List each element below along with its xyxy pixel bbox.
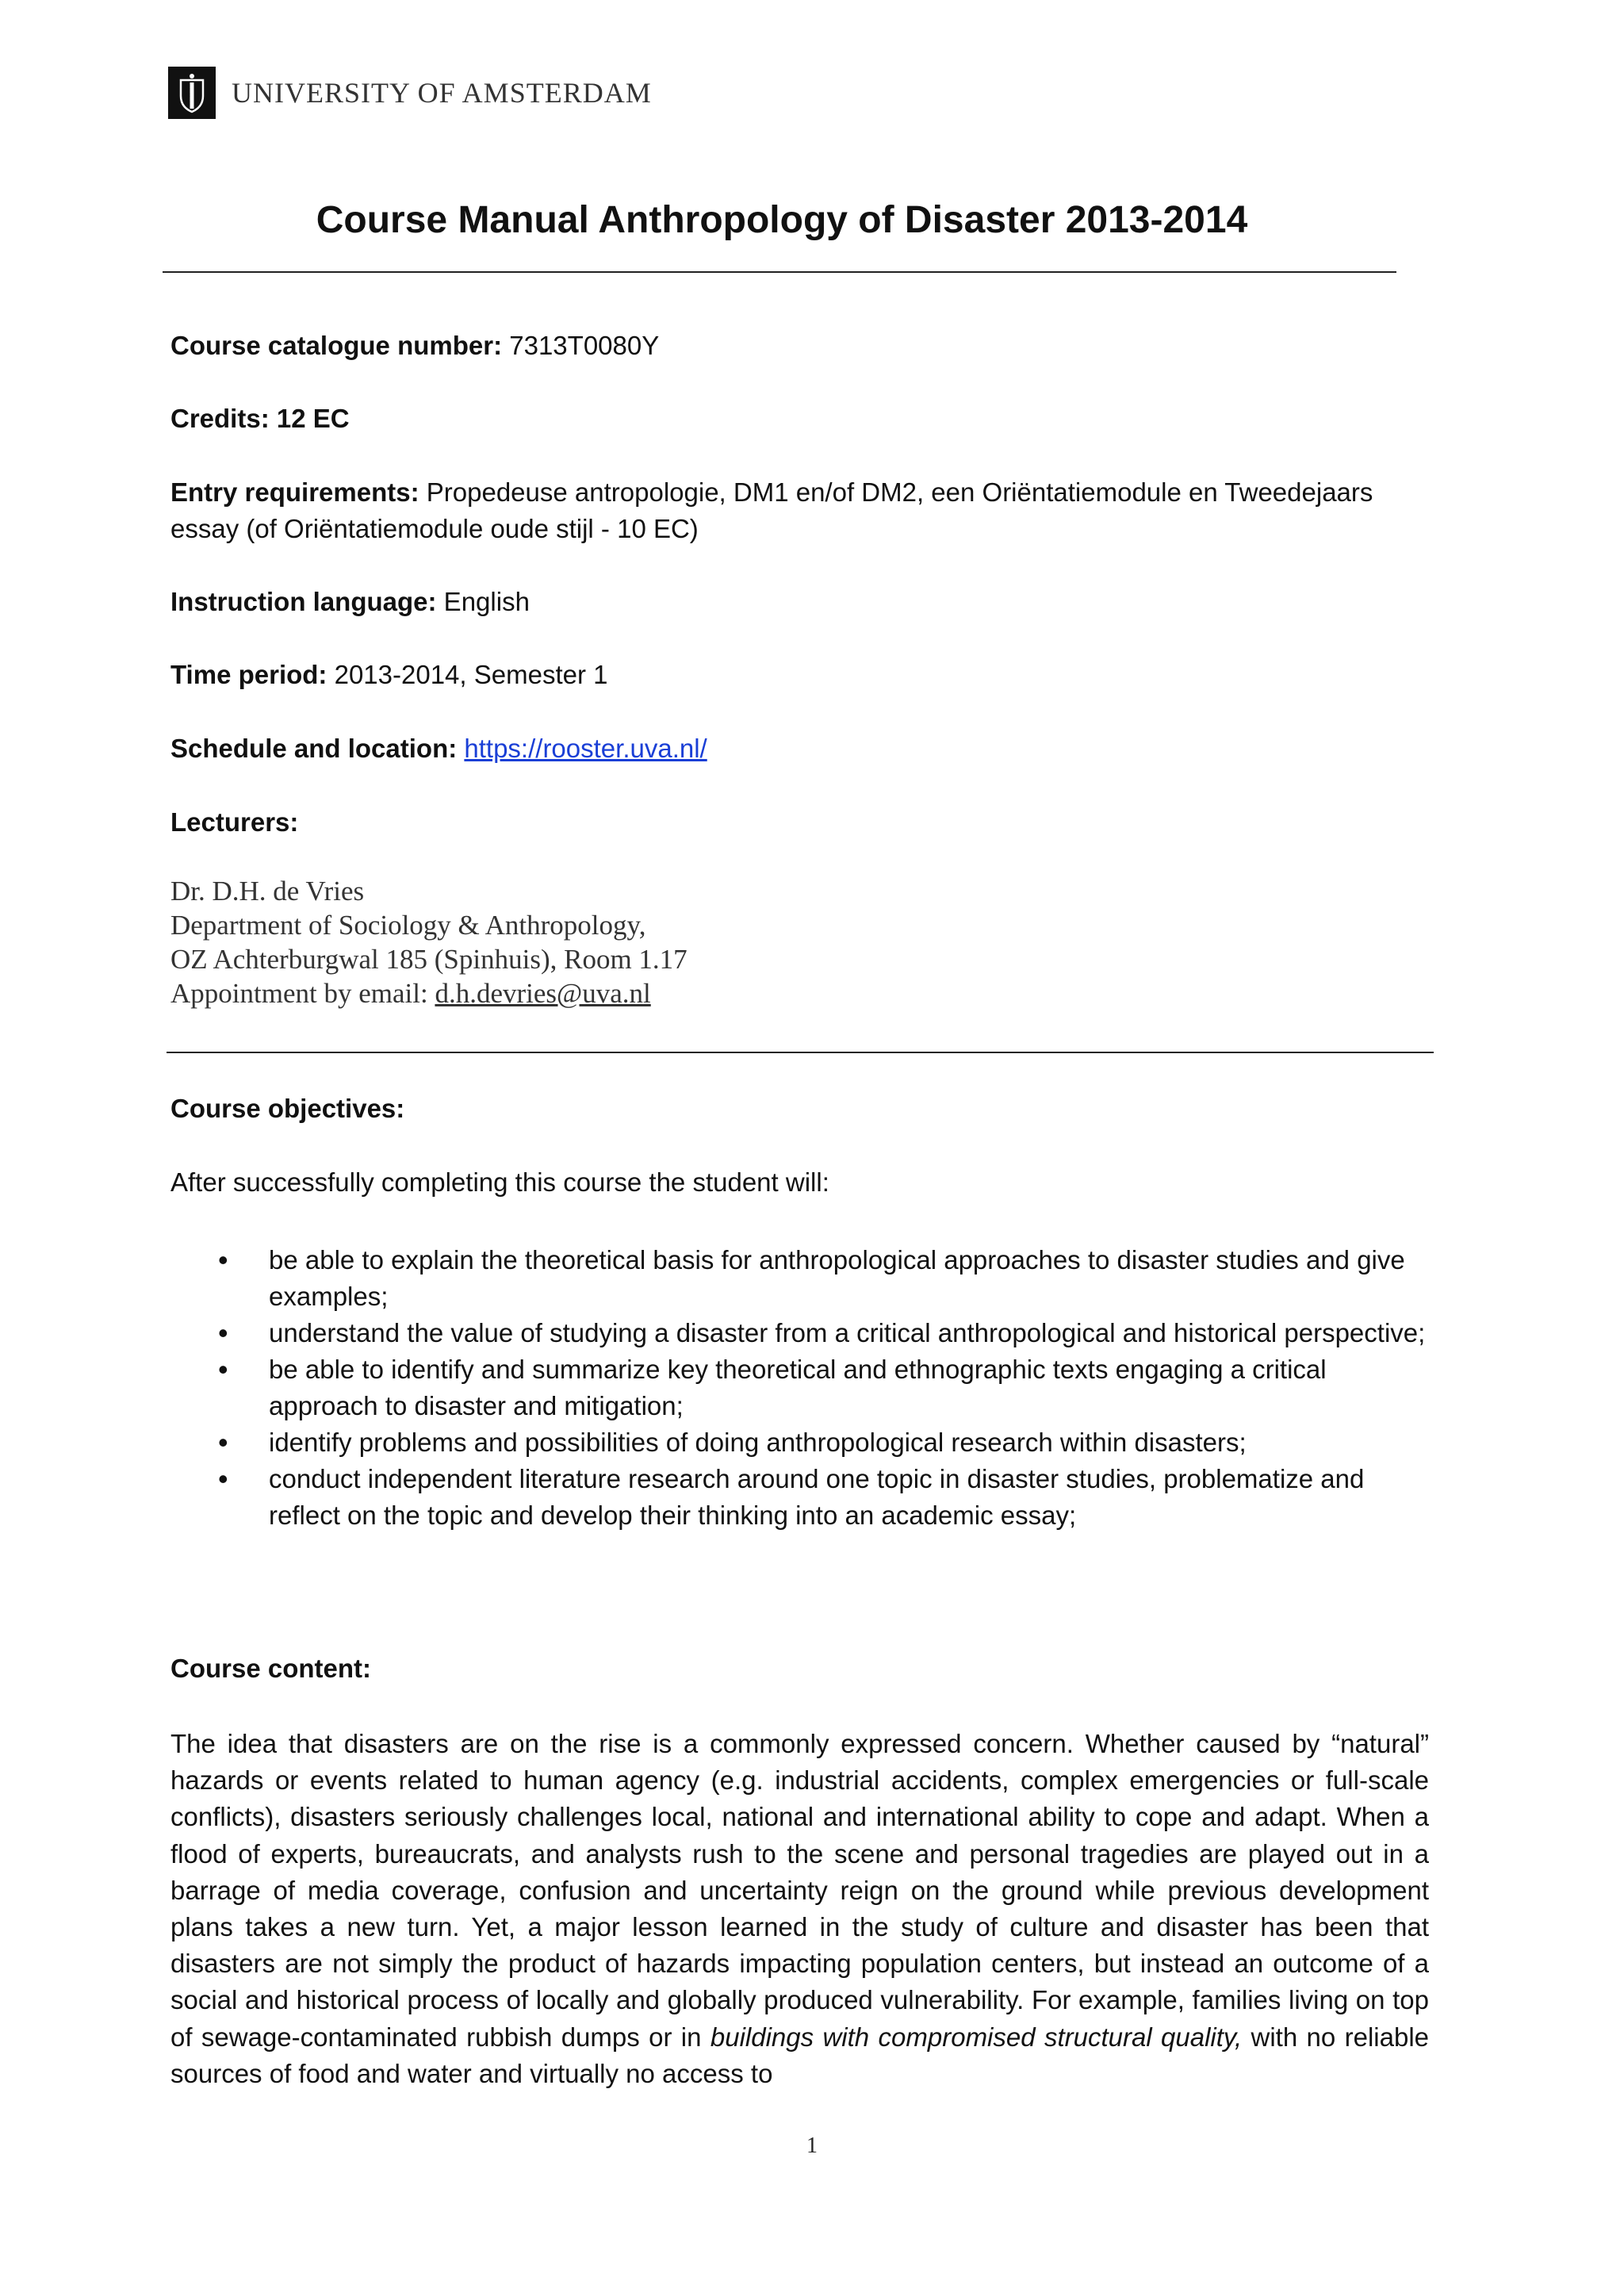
lecturer-details <box>170 874 1360 1010</box>
university-name: UNIVERSITY OF AMSTERDAM <box>232 77 652 109</box>
objectives-label: Course objectives: <box>170 1094 405 1123</box>
objectives-intro: After successfully completing this course the student will: <box>170 1167 829 1197</box>
list-item: • be able to identify and summarize key theoretical and ethnographic texts engaging a critical approach to disaster and mitigation; <box>170 1351 1431 1424</box>
content-paragraph <box>170 1726 1429 2092</box>
period-label: Time period: <box>170 660 327 689</box>
section-divider <box>167 1052 1434 1053</box>
title-divider <box>163 271 1396 273</box>
entry-value: Propedeuse antropologie, DM1 en/of DM2, een Oriëntatiemodule en Tweedejaars essay (of Oriëntatiemodule oude stijl - 10 EC) <box>170 477 1373 543</box>
content-text-italic: buildings with compromised structural quality, <box>710 2022 1243 2052</box>
period-value: 2013-2014, Semester 1 <box>327 660 608 689</box>
lecturer-name: Dr. D.H. de Vries <box>170 876 365 907</box>
content-text-start: The idea that disasters are on the rise is a commonly expressed concern. Whether caused by “natural” hazards or events related to human agency (e.g. industrial accidents, complex emergencies or full-scale conflicts), disasters seriously challenges local, national and international ability to cope and adapt. When a flood of experts, bureaucrats, and analysts rush to the scene and personal tragedies are played out in a barrage of media coverage, confusion and uncertainty reign on the ground while previous development plans takes a new turn. Yet, a major lesson learned in the study of culture and disaster has been that disasters are not simply the product of hazards impacting population centers, but instead an outcome of a social and historical process of locally and globally produced vulnerability. For example, families living on top of sewage-contaminated rubbish dumps or in <box>170 1729 1429 2052</box>
entry-label: Entry requirements: <box>170 477 419 507</box>
lecturer-address: OZ Achterburgwal 185 (Spinhuis), Room 1.17 <box>170 944 688 975</box>
content-heading <box>170 1650 1435 1687</box>
page-number: 1 <box>806 2133 818 2158</box>
instruction-language <box>170 584 1435 620</box>
list-item: • understand the value of studying a disaster from a critical anthropological and historical perspective; <box>170 1315 1431 1351</box>
entry-requirements <box>170 474 1435 547</box>
language-label: Instruction language: <box>170 587 437 616</box>
list-item: • conduct independent literature research around one topic in disaster studies, problematize and reflect on the topic and develop their thinking into an academic essay; <box>170 1461 1431 1534</box>
time-period <box>170 657 1435 693</box>
list-item: • identify problems and possibilities of doing anthropological research within disasters; <box>170 1424 1431 1461</box>
content-label: Course content: <box>170 1654 372 1683</box>
catalogue-label: Course catalogue number: <box>170 331 503 360</box>
objectives-heading <box>170 1091 1435 1127</box>
lecturer-department: Department of Sociology & Anthropology, <box>170 910 646 941</box>
schedule-location <box>170 730 1435 767</box>
language-value: English <box>436 587 530 616</box>
lecturer-appointment <box>170 976 1360 1010</box>
credits <box>170 401 1435 437</box>
lecturer-email-link[interactable]: d.h.devries@uva.nl <box>435 978 651 1009</box>
page-title: Course Manual Anthropology of Disaster 2013-2014 <box>316 199 1248 241</box>
schedule-link[interactable]: https://rooster.uva.nl/ <box>464 734 707 763</box>
list-item: • be able to explain the theoretical basis for anthropological approaches to disaster studies and give examples; <box>170 1242 1431 1315</box>
credits-label: Credits: 12 EC <box>170 404 350 433</box>
appointment-label: Appointment by email: <box>170 978 435 1009</box>
catalogue-value: 7313T0080Y <box>502 331 660 360</box>
lecturers-label: Lecturers: <box>170 807 299 837</box>
content-text-end: with no reliable sources of food and water and virtually no access to <box>170 2022 1430 2088</box>
lecturers-heading <box>170 804 1435 841</box>
university-logo <box>168 67 652 119</box>
university-crest-icon <box>168 67 216 119</box>
schedule-label: Schedule and location: <box>170 734 458 763</box>
objectives-list <box>170 1242 1431 1534</box>
catalogue-number <box>170 328 1435 364</box>
